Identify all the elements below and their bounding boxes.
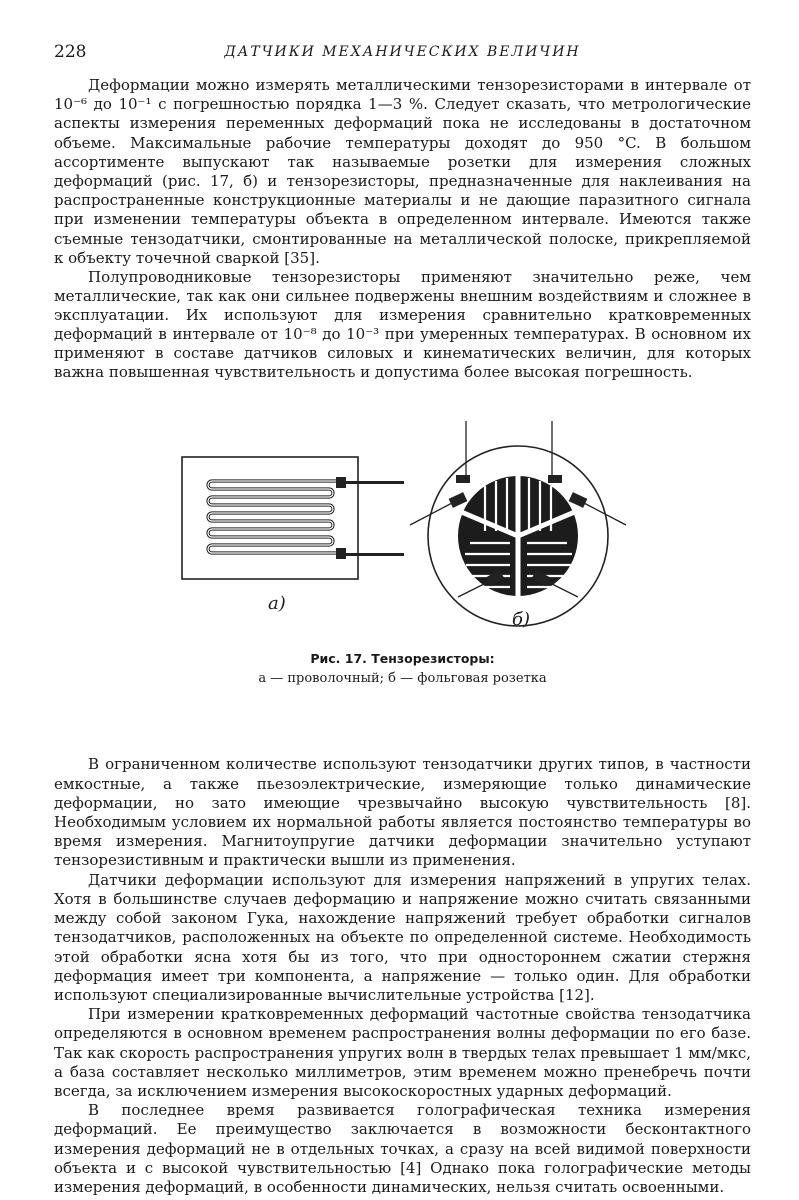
paragraph: Датчики деформации используют для измерения напряжений в упругих телах. Хотя в большинстве случаев деформацию и напряжение можно считать связанными между собой законом Гука, нахождение напряжений требует обработки сигналов тензодатчиков, расположенных на объекте по определенной системе. Необходимость этой обработки ясна хотя бы из того, что при одностороннем сжатии стержня деформация имеет три компонента, а напряжение — только один. Для обработки используют специализированные вычислительные устройства [12].: [54, 870, 751, 1004]
page-number: 228: [54, 42, 87, 62]
paragraph: Полупроводниковые тензорезисторы применяют значительно реже, чем металлические, так как они сильнее подвержены внешним воздействиям и сложнее в эксплуатации. Их используют для измерения сравнительно кратковременных деформаций в интервале от 10⁻⁸ до 10⁻³ при умеренных температурах. В основном их применяют в составе датчиков силовых и кинематических величин, для которых важна повышенная чувствительность и допустима более высокая погрешность.: [54, 268, 751, 381]
paragraph: В ограниченном количестве используют тензодатчики других типов, в частности емкостные, а также пьезоэлектрические, измеряющие только динамические деформации, но зато имеющие чрезвычайно высокую чувствительность [8]. Необходимым условием их нормальной работы является постоянство температуры во время измерения. Магнитоупругие датчики деформации значительно уступают тензорезистивным и практически вышли из применения.: [54, 755, 751, 870]
text-block-bottom: [54, 755, 751, 1197]
figure-label-b: б): [512, 609, 531, 631]
text-block-top: [54, 76, 751, 381]
wire-strain-gauge-drawing: [182, 457, 404, 579]
caption-items: а — проволочный; б — фольговая розетка: [258, 671, 547, 687]
paragraph: Деформации можно измерять металлическими тензорезисторами в интервале от 10⁻⁶ до 10⁻¹ с погрешностью порядка 1—3 %. Следует сказать, что метрологические аспекты измерения переменных деформаций пока не исследованы в достаточном объеме. Максимальные рабочие температуры доходят до 950 °C. В большом ассортименте выпускают так называемые розетки для измерения сложных деформаций (рис. 17, б) и тензорезисторы, предназначенные для наклеивания на распространенные конструкционные материалы и не дающие паразитного сигнала при изменении температуры объекта в определенном интервале. Имеются также съемные тензодатчики, смонтированные на металлической полоске, прикрепляемой к объекту точечной сваркой [35].: [54, 76, 751, 267]
page-header: [54, 38, 751, 68]
figure-label-a: а): [268, 593, 286, 615]
running-title: ДАТЧИКИ МЕХАНИЧЕСКИХ ВЕЛИЧИН: [224, 44, 581, 60]
foil-rosette-drawing: [410, 421, 626, 626]
figure-17: [54, 407, 751, 723]
figure-caption: [54, 649, 751, 689]
paragraph: При измерении кратковременных деформаций частотные свойства тензодатчика определяются в основном временем распространения волны деформации по его базе. Так как скорость распространения упругих волн в твердых телах превышает 1 мм/мкс, а база составляет несколько миллиметров, этим временем можно пренебречь почти всегда, за исключением измерения высокоскоростных ударных деформаций.: [54, 1005, 751, 1100]
caption-title: Рис. 17. Тензорезисторы:: [310, 651, 495, 667]
paragraph: В последнее время развивается голографическая техника измерения деформаций. Ее преимущество заключается в возможности бесконтактного измерения деформаций не в отдельных точках, а сразу на всей видимой поверхности объекта и с высокой чувствительностью [4] Однако пока голографические методы измерения деформаций, в особенности динамических, нельзя считать освоенными.: [54, 1101, 751, 1196]
